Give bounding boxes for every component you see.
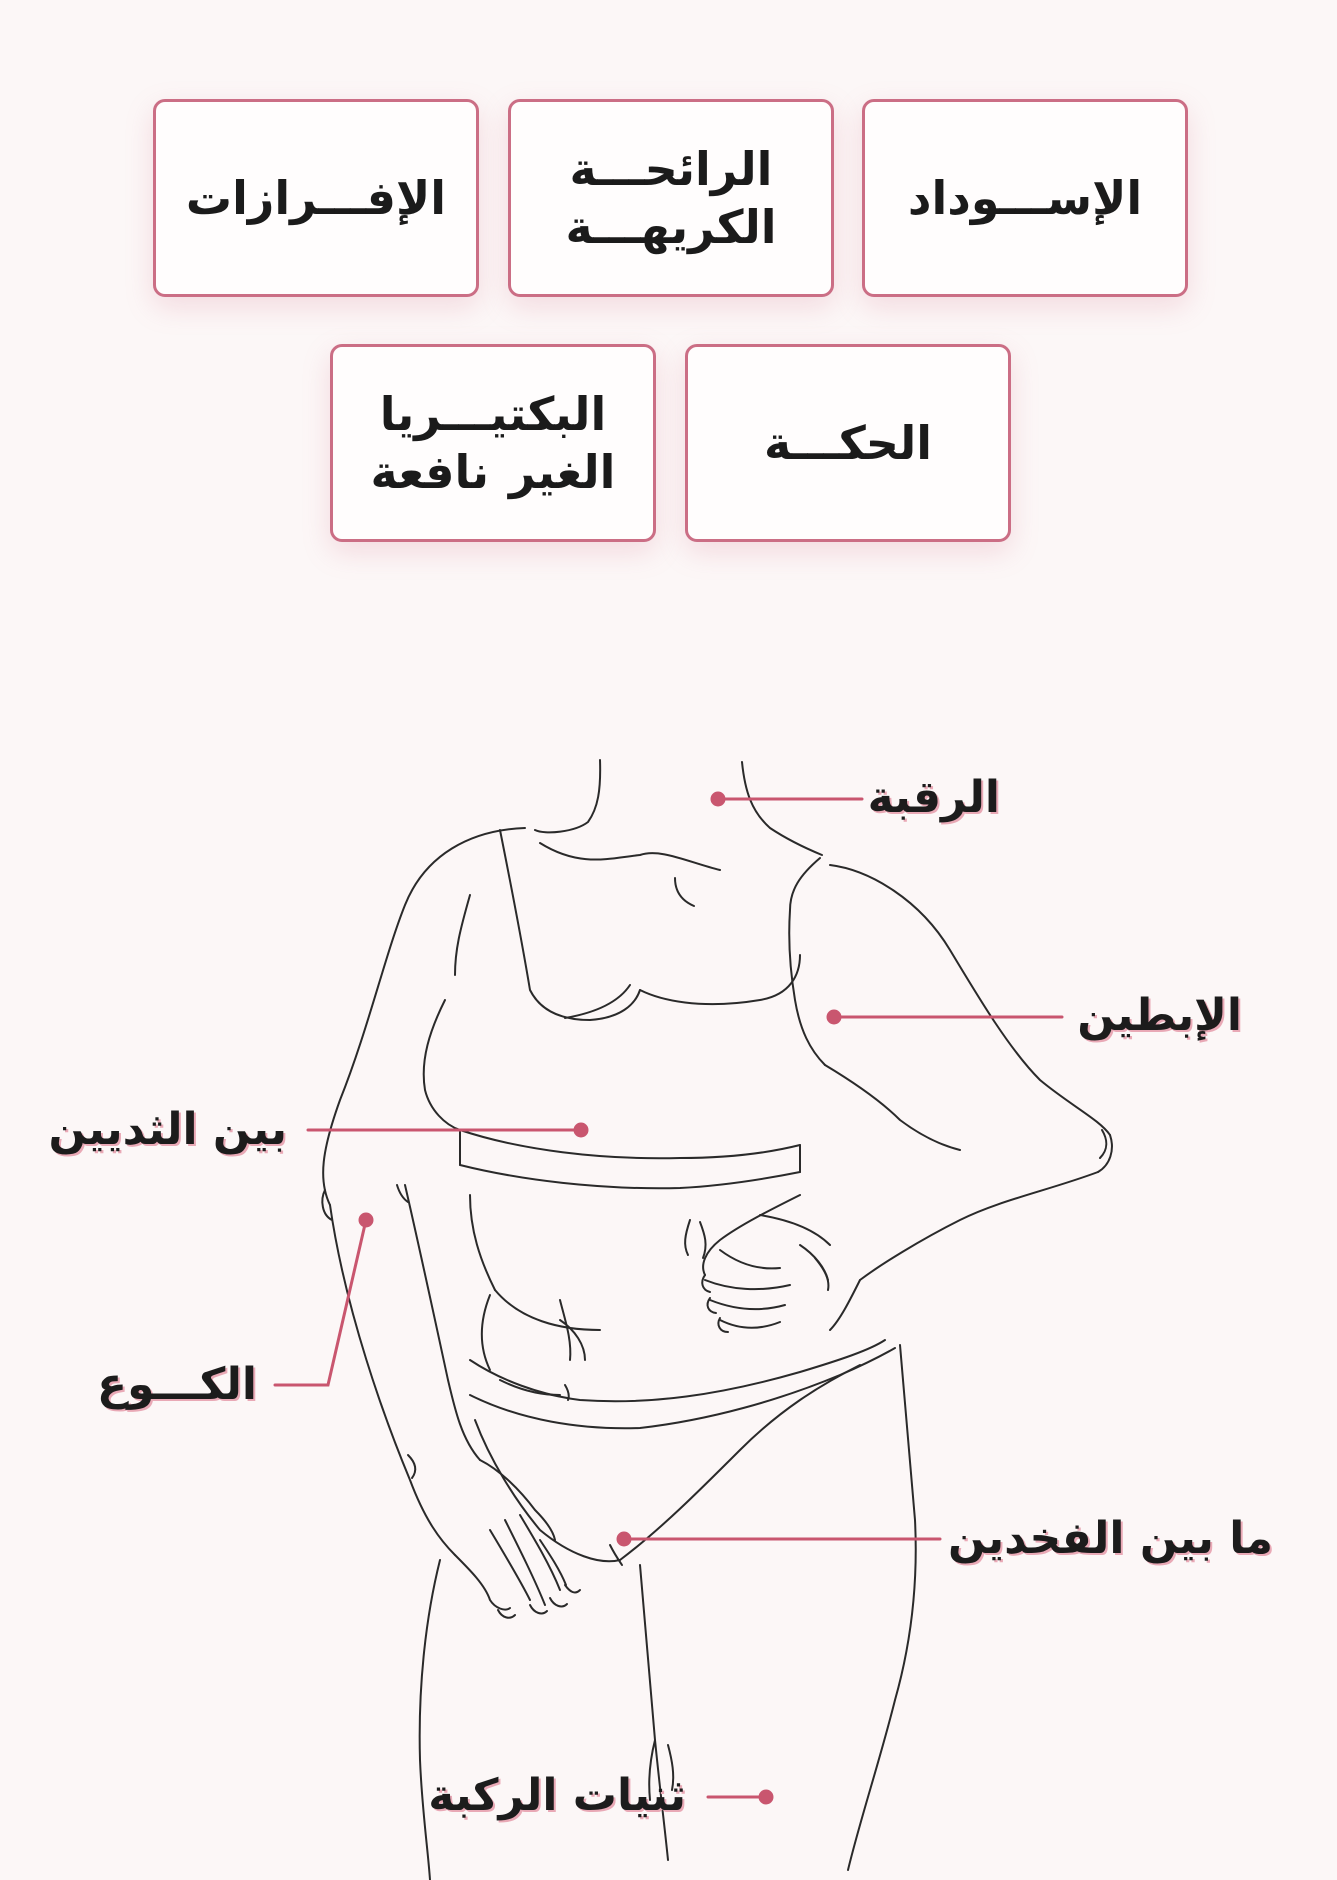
pointer-dot-armpits xyxy=(828,1011,840,1023)
pointer-dot-knee-folds xyxy=(760,1791,772,1803)
pointer-dot-neck xyxy=(712,793,724,805)
pointer-dot-between-breasts xyxy=(575,1124,587,1136)
card-label-harmful-bacteria: البكتيـــريا الغير نافعة xyxy=(370,387,616,499)
body-outline xyxy=(322,760,1112,1880)
pointer-dot-between-thighs xyxy=(618,1533,630,1545)
card-label-darkening: الإســـوداد xyxy=(907,171,1143,225)
pointer-elbow xyxy=(275,1220,366,1385)
card-label-itching: الحكـــة xyxy=(763,416,932,470)
pointer-lines xyxy=(275,793,1062,1803)
label-armpits: الإبطين xyxy=(1077,990,1242,1041)
label-elbow: الكـــوع xyxy=(97,1359,257,1410)
label-between-breasts: بين الثديين xyxy=(48,1104,287,1155)
card-label-bad-odor: الرائحـــة الكريهـــة xyxy=(565,142,777,254)
label-between-thighs: ما بين الفخدين xyxy=(948,1513,1273,1564)
label-knee-folds: ثنيات الركبة xyxy=(428,1770,686,1821)
label-neck: الرقبة xyxy=(867,772,1000,823)
pointer-dot-elbow xyxy=(360,1214,372,1226)
card-label-secretions: الإفـــرازات xyxy=(185,171,447,225)
